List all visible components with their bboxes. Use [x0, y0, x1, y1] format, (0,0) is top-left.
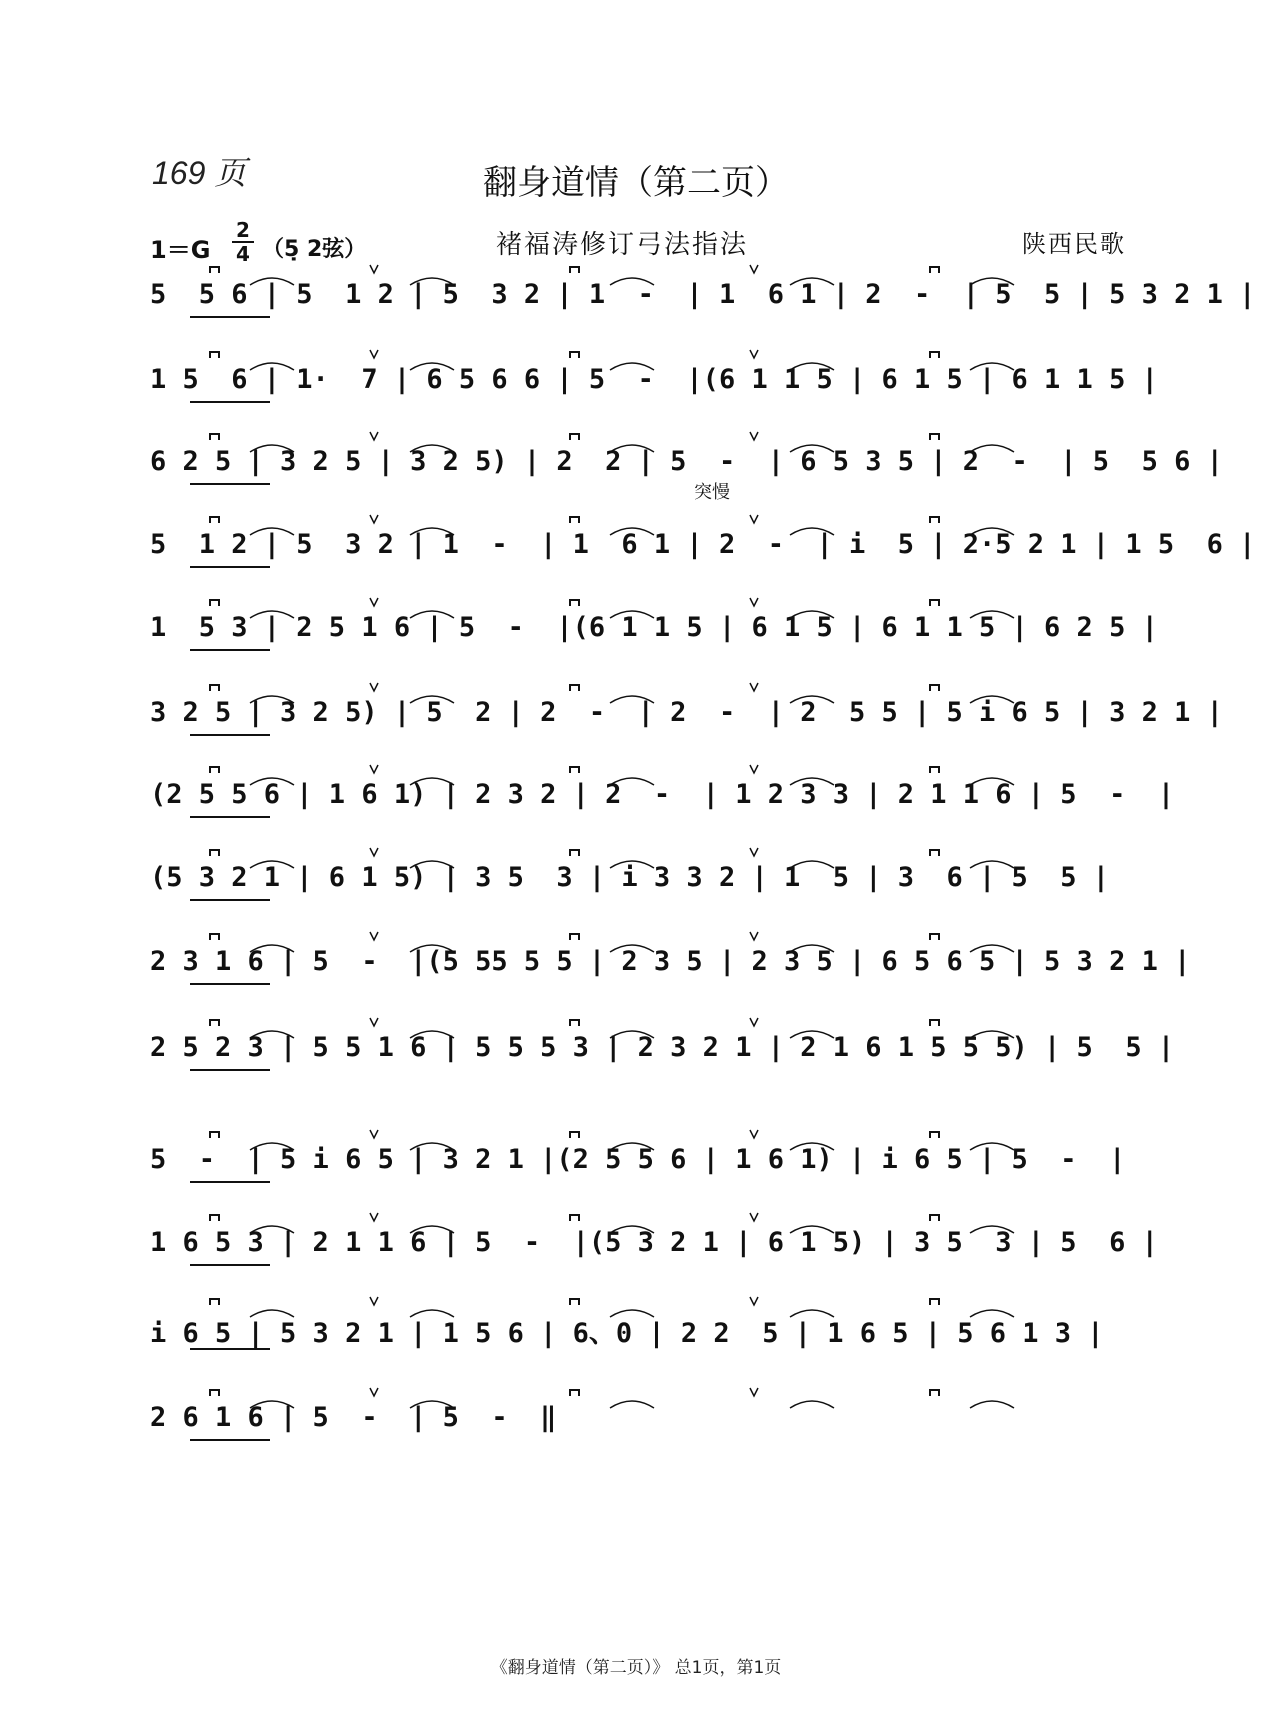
slur-arc — [410, 363, 454, 370]
down-bow-icon — [210, 517, 219, 523]
slur-arc — [610, 1401, 654, 1408]
slur-arc — [610, 696, 654, 703]
bowing-marks — [150, 265, 1256, 335]
down-bow-icon — [930, 1020, 939, 1026]
slur-arc — [250, 696, 294, 703]
slur-arc — [610, 1226, 654, 1233]
up-bow-icon — [370, 1297, 378, 1305]
slur-arc — [610, 861, 654, 868]
down-bow-icon — [570, 352, 579, 358]
page-number: 169 页 — [152, 155, 247, 191]
bowing-marks — [150, 683, 1223, 753]
notation-text: 5 - | 5 i 6 5 | 3 2 1 |(2 5 5 6 | 1 6 1) | i 6 5 | 5 - | — [150, 1144, 1126, 1175]
down-bow-icon — [930, 685, 939, 691]
down-bow-icon — [570, 600, 579, 606]
slur-arc — [970, 778, 1014, 785]
up-bow-icon — [750, 1018, 758, 1026]
bowing-marks — [150, 1213, 1158, 1283]
down-bow-icon — [210, 434, 219, 440]
slur-arc — [610, 1031, 654, 1038]
key-signature: 1＝G — [150, 236, 211, 264]
down-bow-icon — [210, 352, 219, 358]
down-bow-icon — [210, 267, 219, 273]
down-bow-icon — [210, 1390, 219, 1396]
notation-text: 1 6 5 3 | 2 1 1 6 | 5 - |(5 3 2 1 | 6 1 5) | 3 5 3 | 5 6 | — [150, 1227, 1158, 1258]
staff-line — [150, 598, 1158, 658]
down-bow-icon — [570, 1215, 579, 1221]
staff-line — [150, 683, 1223, 743]
down-bow-icon — [930, 1132, 939, 1138]
slur-arc — [250, 1143, 294, 1150]
notation-text: 3 2 5 | 3 2 5) | 5 2 | 2 - | 2 - | 2 5 5 | 5 i 6 5 | 3 2 1 | — [150, 697, 1223, 728]
up-bow-icon — [370, 1213, 378, 1221]
down-bow-icon — [570, 850, 579, 856]
slur-arc — [410, 861, 454, 868]
slur-arc — [790, 363, 834, 370]
slur-arc — [250, 1031, 294, 1038]
up-bow-icon — [370, 765, 378, 773]
down-bow-icon — [570, 517, 579, 523]
slur-arc — [970, 1226, 1014, 1233]
down-bow-icon — [210, 850, 219, 856]
up-bow-icon — [370, 1130, 378, 1138]
slur-arc — [970, 945, 1014, 952]
bowing-marks — [150, 1388, 1136, 1458]
up-bow-icon — [750, 848, 758, 856]
slur-arc — [790, 1401, 834, 1408]
slur-arc — [970, 528, 1014, 535]
staff-line — [150, 1130, 1136, 1190]
staff-line — [150, 1388, 1136, 1448]
down-bow-icon — [210, 934, 219, 940]
slur-arc — [250, 445, 294, 452]
staff-line — [150, 848, 1136, 908]
slur-arc — [790, 611, 834, 618]
time-signature — [232, 220, 254, 264]
notation-text: 1 5 3 | 2 5 1 6 | 5 - |(6 1 1 5 | 6 1 5 | 6 1 1 5 | 6 2 5 | — [150, 612, 1158, 643]
slur-arc — [970, 278, 1014, 285]
slur-arc — [790, 861, 834, 868]
down-bow-icon — [570, 1132, 579, 1138]
slur-arc — [970, 1031, 1014, 1038]
down-bow-icon — [930, 934, 939, 940]
slur-arc — [250, 363, 294, 370]
slur-arc — [250, 945, 294, 952]
down-bow-icon — [210, 1215, 219, 1221]
up-bow-icon — [370, 432, 378, 440]
slur-arc — [250, 861, 294, 868]
slur-arc — [610, 528, 654, 535]
score-header — [150, 218, 1130, 266]
slur-arc — [410, 1143, 454, 1150]
up-bow-icon — [750, 1213, 758, 1221]
down-bow-icon — [930, 352, 939, 358]
up-bow-icon — [370, 932, 378, 940]
up-bow-icon — [750, 932, 758, 940]
slur-arc — [790, 945, 834, 952]
up-bow-icon — [370, 683, 378, 691]
notation-text: 5 1 2 | 5 3 2 | 1 - | 1 6 1 | 2 - | i 5 | 2·5 2 1 | 1 5 6 | — [150, 529, 1256, 560]
score-title: 翻身道情（第二页） — [483, 163, 789, 203]
up-bow-icon — [750, 1388, 758, 1396]
slur-arc — [610, 363, 654, 370]
notation-text: (2 5 5 6 | 1 6 1) | 2 3 2 | 2 - | 1 2 3 3 | 2 1 1 6 | 5 - | — [150, 779, 1175, 810]
notation-text: 2 3 1 6 | 5 - |(5 55 5 5 | 2 3 5 | 2 3 5 | 6 5 6 5 | 5 3 2 1 | — [150, 946, 1191, 977]
down-bow-icon — [570, 934, 579, 940]
slur-arc — [790, 778, 834, 785]
slur-arc — [790, 1226, 834, 1233]
slur-arc — [610, 945, 654, 952]
staff-line — [150, 265, 1256, 325]
slur-arc — [970, 445, 1014, 452]
up-bow-icon — [750, 265, 758, 273]
down-bow-icon — [210, 600, 219, 606]
bowing-marks — [150, 432, 1223, 502]
down-bow-icon — [930, 517, 939, 523]
slur-arc — [250, 611, 294, 618]
notation-text: 5 5 6 | 5 1 2 | 5 3 2 | 1 - | 1 6 1 | 2 - | 5 5 | 5 3 2 1 | — [150, 279, 1256, 310]
tuning-note: （5̣ 2弦） — [262, 237, 367, 262]
slur-arc — [250, 1401, 294, 1408]
slur-arc — [790, 278, 834, 285]
slur-arc — [410, 278, 454, 285]
down-bow-icon — [930, 267, 939, 273]
down-bow-icon — [930, 1390, 939, 1396]
slur-arc — [970, 1401, 1014, 1408]
slur-arc — [610, 778, 654, 785]
bowing-marks — [150, 515, 1256, 585]
notation-text: 2 5 2 3 | 5 5 1 6 | 5 5 5 3 | 2 3 2 1 | 2 1 6 1 5 5 5) | 5 5 | — [150, 1032, 1175, 1063]
page-footer: 《翻身道情（第二页）》 总1页，第1页 — [490, 1658, 782, 1678]
slur-arc — [790, 528, 834, 535]
bowing-marks — [150, 1297, 1136, 1367]
down-bow-icon — [930, 434, 939, 440]
up-bow-icon — [750, 432, 758, 440]
down-bow-icon — [210, 1132, 219, 1138]
bowing-marks — [150, 1018, 1175, 1088]
staff-line — [150, 932, 1191, 992]
slur-arc — [610, 1143, 654, 1150]
bowing-marks — [150, 932, 1191, 1002]
slur-arc — [970, 696, 1014, 703]
down-bow-icon — [570, 767, 579, 773]
up-bow-icon — [370, 1018, 378, 1026]
up-bow-icon — [370, 1388, 378, 1396]
slur-arc — [970, 861, 1014, 868]
up-bow-icon — [370, 515, 378, 523]
bowing-marks — [150, 765, 1175, 835]
time-signature-top: 2 — [236, 218, 250, 242]
bowing-marks — [150, 1130, 1136, 1200]
slur-arc — [610, 1310, 654, 1317]
down-bow-icon — [930, 767, 939, 773]
slur-arc — [610, 445, 654, 452]
down-bow-icon — [570, 1020, 579, 1026]
slur-arc — [410, 611, 454, 618]
slur-arc — [790, 696, 834, 703]
notation-text: 6 2 5 | 3 2 5 | 3 2 5) | 2 2 | 5 - | 6 5 3 5 | 2 - | 5 5 6 | — [150, 446, 1223, 477]
slur-arc — [410, 945, 454, 952]
up-bow-icon — [750, 515, 758, 523]
bowing-marks — [150, 350, 1158, 420]
staff-line — [150, 515, 1256, 575]
up-bow-icon — [750, 598, 758, 606]
up-bow-icon — [370, 265, 378, 273]
slur-arc — [250, 278, 294, 285]
down-bow-icon — [210, 1299, 219, 1305]
up-bow-icon — [370, 848, 378, 856]
slur-arc — [610, 611, 654, 618]
notation-text: i 6 5 | 5 3 2 1 | 1 5 6 | 6、0 | 2 2 5 | 1 6 5 | 5 6 1 3 | — [150, 1318, 1104, 1349]
down-bow-icon — [930, 1299, 939, 1305]
down-bow-icon — [930, 600, 939, 606]
up-bow-icon — [750, 683, 758, 691]
slur-arc — [610, 278, 654, 285]
slur-arc — [250, 1310, 294, 1317]
up-bow-icon — [750, 765, 758, 773]
slur-arc — [970, 1143, 1014, 1150]
up-bow-icon — [750, 1130, 758, 1138]
up-bow-icon — [370, 350, 378, 358]
slur-arc — [970, 363, 1014, 370]
slur-arc — [410, 696, 454, 703]
notation-text: (5 3 2 1 | 6 1 5) | 3 5 3 | i 3 3 2 | 1 5 | 3 6 | 5 5 | — [150, 862, 1110, 893]
down-bow-icon — [210, 1020, 219, 1026]
slur-arc — [410, 1031, 454, 1038]
slur-arc — [250, 778, 294, 785]
bowing-marks — [150, 848, 1136, 918]
slur-arc — [250, 1226, 294, 1233]
slur-arc — [410, 445, 454, 452]
staff-line — [150, 1297, 1136, 1357]
bowing-marks — [150, 598, 1158, 668]
tempo-marking: 突慢 — [694, 482, 730, 503]
slur-arc — [970, 1310, 1014, 1317]
staff-line — [150, 350, 1158, 410]
slur-arc — [410, 1310, 454, 1317]
down-bow-icon — [570, 1390, 579, 1396]
up-bow-icon — [750, 1297, 758, 1305]
staff-line — [150, 765, 1175, 825]
slur-arc — [410, 1401, 454, 1408]
slur-arc — [250, 528, 294, 535]
staff-line — [150, 1213, 1158, 1273]
down-bow-icon — [570, 685, 579, 691]
up-bow-icon — [750, 350, 758, 358]
notation-text: 1 5 6 | 1· 7 | 6 5 6 6 | 5 - |(6 1 1 5 | 6 1 5 | 6 1 1 5 | — [150, 364, 1158, 395]
slur-arc — [790, 1310, 834, 1317]
down-bow-icon — [210, 685, 219, 691]
song-origin: 陕西民歌 — [1022, 230, 1126, 258]
slur-arc — [790, 1143, 834, 1150]
slur-arc — [970, 611, 1014, 618]
up-bow-icon — [370, 598, 378, 606]
down-bow-icon — [210, 767, 219, 773]
staff-line — [150, 1018, 1175, 1078]
down-bow-icon — [930, 850, 939, 856]
slur-arc — [790, 445, 834, 452]
notation-text: 2 6 1 6 | 5 - | 5 - ‖ — [150, 1402, 557, 1433]
slur-arc — [790, 1031, 834, 1038]
slur-arc — [410, 1226, 454, 1233]
down-bow-icon — [570, 1299, 579, 1305]
down-bow-icon — [930, 1215, 939, 1221]
arranger-credit: 褚福涛修订弓法指法 — [496, 230, 749, 260]
staff-line — [150, 432, 1223, 492]
time-signature-bottom: 4 — [236, 242, 250, 266]
slur-arc — [410, 778, 454, 785]
down-bow-icon — [570, 434, 579, 440]
down-bow-icon — [570, 267, 579, 273]
slur-arc — [410, 528, 454, 535]
